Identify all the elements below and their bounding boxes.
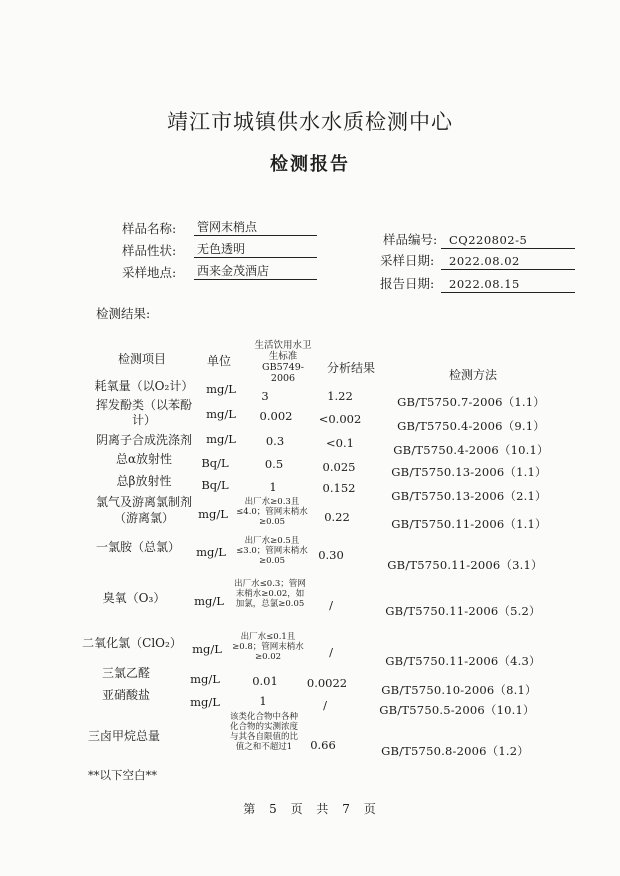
header-method: 检测方法 [448, 368, 497, 382]
row-unit: Bq/L [201, 456, 229, 470]
row-item: 二氧化氯（ClO₂） [82, 636, 182, 650]
row-method: GB/T5750.4-2006（9.1） [397, 419, 545, 433]
row-item: 亚硝酸盐 [101, 688, 150, 702]
row-standard: 0.002 [259, 409, 293, 423]
row-result: 0.0022 [306, 676, 348, 690]
sample-state-label: 样品性状: [122, 243, 177, 258]
row-unit: mg/L [190, 672, 220, 686]
header-unit: 单位 [206, 354, 231, 368]
page-footer [0, 800, 620, 817]
row-method: GB/T5750.13-2006（2.1） [391, 489, 547, 503]
row-unit: Bq/L [201, 478, 229, 492]
page-unit: 页 [290, 802, 304, 816]
org-name: 靖江市城镇供水水质检测中心 [167, 110, 453, 134]
row-item: 总β放射性 [116, 474, 172, 488]
row-item: 阴离子合成洗涤剂 [95, 433, 192, 447]
row-item: 三氯乙醛 [101, 666, 150, 680]
row-result: / [329, 598, 333, 612]
row-item-line1: 挥发酚类（以苯酚 [95, 398, 192, 412]
row-standard: 出厂水≥0.5且≤3.0；管网末梢水≥0.05 [236, 536, 308, 566]
row-item-line2: 计） [131, 413, 156, 427]
row-item: 耗氧量（以O₂计） [94, 379, 194, 393]
report-title: 检测报告 [270, 154, 350, 175]
sampling-date-label: 采样日期: [380, 253, 435, 268]
row-unit: mg/L [196, 545, 226, 559]
row-standard: 该类化合物中各种化合物的实测浓度与其各自限值的比值之和不超过1 [229, 712, 298, 752]
sampling-date-value: 2022.08.02 [441, 253, 575, 270]
row-method: GB/T5750.5-2006（10.1） [379, 703, 535, 717]
row-standard: 出厂水≥0.3且≤4.0；管网末梢水≥0.05 [236, 497, 308, 527]
row-item: 一氯胺（总氯） [95, 540, 180, 554]
sample-name-label: 样品名称: [122, 221, 177, 236]
row-method: GB/T5750.7-2006（1.1） [397, 395, 545, 409]
sample-no-value: CQ220802-5 [441, 232, 575, 249]
row-result: 0.152 [322, 481, 356, 495]
row-unit: mg/L [194, 594, 224, 608]
row-result: / [329, 645, 333, 659]
sampling-site-label: 采样地点: [122, 265, 177, 280]
total-unit: 页 [363, 802, 377, 816]
sampling-site-value: 西来金茂酒店 [194, 263, 317, 280]
row-item-line1: 氯气及游离氯制剂 [95, 495, 192, 509]
row-method: GB/T5750.10-2006（8.1） [381, 683, 537, 697]
row-standard: 0.5 [264, 457, 284, 471]
sample-name-value: 管网末梢点 [194, 219, 317, 236]
row-method: GB/T5750.11-2006（1.1） [391, 517, 547, 531]
row-standard: 1 [269, 480, 277, 494]
row-item: 臭氧（O₃） [102, 591, 166, 605]
blank-note: **以下空白** [88, 768, 157, 782]
row-result: 0.22 [324, 510, 350, 524]
row-result: / [323, 698, 327, 712]
row-result: <0.002 [318, 412, 362, 426]
row-standard: 出厂水≤0.3；管网末梢水≥0.02，如加氯，总氯≥0.05 [234, 579, 306, 609]
results-label: 检测结果: [96, 306, 151, 321]
row-unit: mg/L [206, 407, 236, 421]
row-standard: 0.3 [265, 434, 285, 448]
page-number: 5 [269, 802, 278, 816]
row-standard: 3 [261, 389, 269, 403]
row-result: 1.22 [327, 389, 353, 403]
row-result: 0.30 [318, 548, 344, 562]
row-standard: 1 [259, 694, 267, 708]
row-unit: mg/L [190, 695, 220, 709]
row-unit: mg/L [192, 642, 222, 656]
row-standard: 出厂水≤0.1且≥0.8；管网末梢水≥0.02 [232, 632, 304, 662]
row-result: 0.025 [322, 460, 356, 474]
sample-state-value: 无色透明 [194, 241, 317, 258]
sample-no-label: 样品编号: [383, 232, 438, 247]
row-item: 三卤甲烷总量 [87, 729, 160, 743]
header-standard: 生活饮用水卫生标准GB5749-2006 [254, 340, 312, 384]
report-date-value: 2022.08.15 [441, 276, 575, 293]
row-item: 总α放射性 [115, 452, 173, 466]
row-method: GB/T5750.13-2006（1.1） [391, 465, 547, 479]
total-label: 共 [316, 802, 330, 816]
row-method: GB/T5750.8-2006（1.2） [381, 744, 529, 758]
header-result: 分析结果 [326, 361, 375, 375]
page-label: 第 [243, 802, 257, 816]
row-standard: 0.01 [252, 674, 278, 688]
row-method: GB/T5750.11-2006（3.1） [387, 558, 543, 572]
total-pages: 7 [342, 802, 351, 816]
row-method: GB/T5750.11-2006（5.2） [385, 604, 541, 618]
report-date-label: 报告日期: [380, 276, 435, 291]
row-unit: mg/L [206, 432, 236, 446]
row-result: <0.1 [326, 436, 354, 450]
row-unit: mg/L [206, 382, 236, 396]
row-unit: mg/L [198, 507, 228, 521]
row-item-line2: （游离氯） [113, 511, 174, 525]
row-method: GB/T5750.11-2006（4.3） [385, 654, 541, 668]
row-result: 0.66 [310, 738, 336, 752]
row-method: GB/T5750.4-2006（10.1） [393, 443, 549, 457]
header-item: 检测项目 [117, 352, 166, 366]
